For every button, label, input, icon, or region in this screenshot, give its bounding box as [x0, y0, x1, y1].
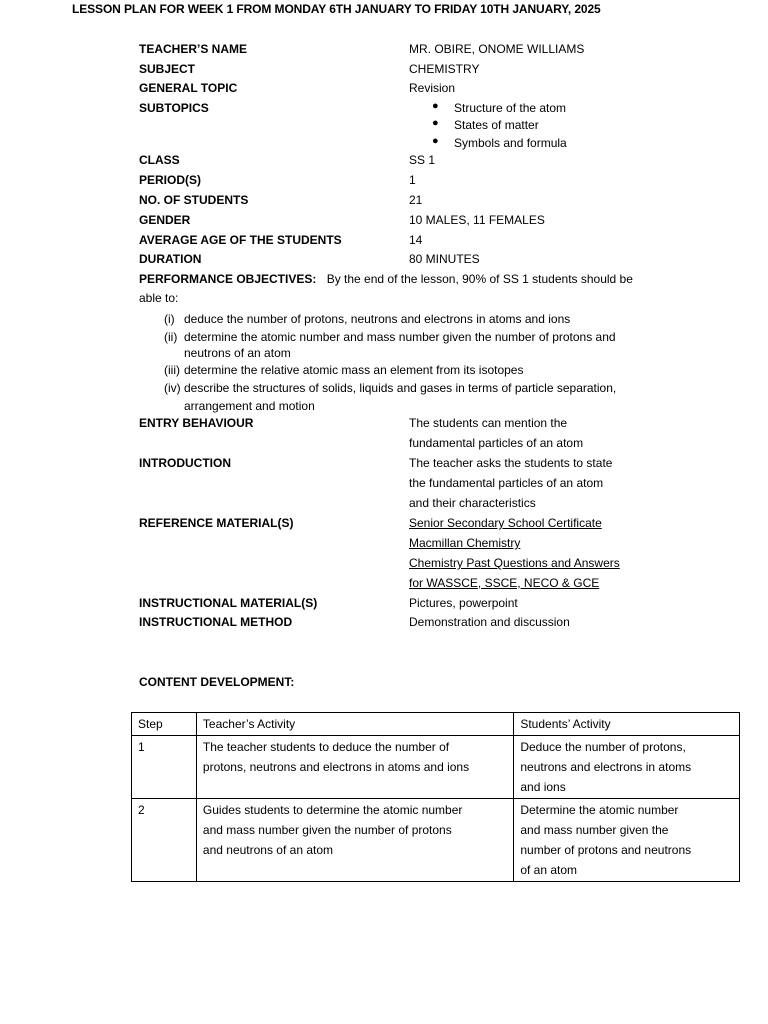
objective-number: (i) — [164, 312, 175, 326]
average-age-label: AVERAGE AGE OF THE STUDENTS — [139, 233, 342, 247]
average-age-value: 14 — [409, 233, 423, 247]
objectives-intro-continued: able to: — [139, 291, 179, 305]
duration-label: DURATION — [139, 252, 202, 266]
table-header-cell: Teacher’s Activity — [196, 713, 513, 736]
objectives-intro-text: By the end of the lesson, 90% of SS 1 students should be — [326, 272, 633, 286]
objective-text: deduce the number of protons, neutrons and electrons in atoms and ions — [184, 312, 571, 326]
introduction-value: The teacher asks the students to state — [409, 456, 613, 470]
objective-number: (iii) — [164, 363, 180, 377]
students-activity-cell: Determine the atomic number and mass number given the number of protons and neutrons of an atom — [514, 799, 740, 882]
general-topic-value: Revision — [409, 81, 456, 95]
class-label: CLASS — [139, 153, 180, 167]
objective-text: determine the relative atomic mass an element from its isotopes — [184, 363, 524, 377]
reference-material-label: REFERENCE MATERIAL(S) — [139, 516, 294, 530]
document-page: LESSON PLAN FOR WEEK 1 FROM MONDAY 6TH JANUARY TO FRIDAY 10TH JANUARY, 2025 TEACHER’S NAME MR. OBIRE, ONOME WILLIAMS SUBJECT CHEMISTRY GENERAL TOPIC Revision SUBTOPICS ● Structure of the atom ● States of matter ● Symbols and formula CLASS SS 1 PERIOD(S) 1 NO. OF STUDENTS 21 GENDER 10 MALES, 11 FEMALES AVERAGE AGE OF THE STUDENTS 14 DURATION 80 MINUTES PERFORMANCE OBJECTIVES: By the end of the lesson, 90% of SS 1 students should be able to: (i) deduce the number of protons, neutrons and electrons in atoms and ions (ii) determine the atomic number and mass number given the number of protons and neutrons of an atom (iii) determine the relative atomic mass an element from its isotopes (iv) describe the structures of solids, liquids and gases in terms of particle separation, arrangement and motion ENTRY BEHAVIOUR The students can mention the fundamental particles of an atom INTRODUCTION The teacher asks the students to state the fundamental particles of an atom and their characteristics REFERENCE MATERIAL(S) Senior Secondary School Certificate Macmillan Chemistry Chemistry Past Questions and Answers for WASSCE, SSCE, NECO & GCE INSTRUCTIONAL MATERIAL(S) Pictures, powerpoint INSTRUCTIONAL METHOD Demonstration and discussion CONTENT DEVELOPMENT: Step Teacher’s Activity Students’ Activity 1 The teacher students to deduce the number of protons, neutrons and electrons in atoms and ions Deduce the number of protons, neutrons and electrons in atoms and ions 2 Guides students to determine the atomic number and mass number given the number of protons and neutrons of an atom Determine the atomic number and mass number given the number of protons and neutrons of an atom — [0, 0, 768, 1024]
class-value: SS 1 — [409, 153, 436, 167]
bullet-icon: ● — [432, 135, 439, 147]
entry-behaviour-label: ENTRY BEHAVIOUR — [139, 416, 254, 430]
content-development-table — [131, 712, 740, 882]
reference-link[interactable]: Macmillan Chemistry — [409, 536, 521, 550]
duration-value: 80 MINUTES — [409, 252, 480, 266]
instructional-material-label: INSTRUCTIONAL MATERIAL(S) — [139, 596, 318, 610]
objective-number: (iv) — [164, 381, 181, 395]
bullet-icon: ● — [432, 100, 439, 112]
objective-text: determine the atomic number and mass number given the number of protons and — [184, 330, 616, 344]
teacher-name-value: MR. OBIRE, ONOME WILLIAMS — [409, 42, 585, 56]
objective-text: describe the structures of solids, liquids and gases in terms of particle separation, — [184, 381, 617, 395]
objectives-intro — [139, 272, 633, 286]
objectives-label: PERFORMANCE OBJECTIVES: — [139, 272, 317, 286]
objective-text-continued: arrangement and motion — [184, 399, 315, 413]
introduction-value: and their characteristics — [409, 496, 536, 510]
general-topic-label: GENERAL TOPIC — [139, 81, 238, 95]
step-cell: 2 — [132, 799, 197, 882]
subject-value: CHEMISTRY — [409, 62, 480, 76]
table-header-row — [132, 713, 740, 736]
table-row — [132, 799, 740, 882]
periods-value: 1 — [409, 173, 416, 187]
bullet-icon: ● — [432, 117, 439, 129]
table-header-cell: Step — [132, 713, 197, 736]
students-activity-cell: Deduce the number of protons, neutrons and electrons in atoms and ions — [514, 736, 740, 799]
subtopics-label: SUBTOPICS — [139, 101, 209, 115]
gender-label: GENDER — [139, 213, 191, 227]
table-row — [132, 736, 740, 799]
subject-label: SUBJECT — [139, 62, 196, 76]
students-count-value: 21 — [409, 193, 423, 207]
content-development-heading: CONTENT DEVELOPMENT: — [139, 675, 295, 689]
document-title: LESSON PLAN FOR WEEK 1 FROM MONDAY 6TH JANUARY TO FRIDAY 10TH JANUARY, 2025 — [72, 2, 601, 16]
teacher-name-label: TEACHER’S NAME — [139, 42, 248, 56]
teacher-activity-cell: The teacher students to deduce the number of protons, neutrons and electrons in atoms and ions — [196, 736, 513, 799]
instructional-method-label: INSTRUCTIONAL METHOD — [139, 615, 293, 629]
instructional-method-value: Demonstration and discussion — [409, 615, 570, 629]
students-count-label: NO. OF STUDENTS — [139, 193, 249, 207]
objective-text-continued: neutrons of an atom — [184, 346, 291, 360]
entry-behaviour-value: fundamental particles of an atom — [409, 436, 584, 450]
gender-value: 10 MALES, 11 FEMALES — [409, 213, 545, 227]
instructional-material-value: Pictures, powerpoint — [409, 596, 518, 610]
teacher-activity-cell: Guides students to determine the atomic number and mass number given the number of protons and neutrons of an atom — [196, 799, 513, 882]
periods-label: PERIOD(S) — [139, 173, 202, 187]
step-cell: 1 — [132, 736, 197, 799]
table-header-cell: Students’ Activity — [514, 713, 740, 736]
entry-behaviour-value: The students can mention the — [409, 416, 568, 430]
objective-number: (ii) — [164, 330, 178, 344]
introduction-value: the fundamental particles of an atom — [409, 476, 604, 490]
introduction-label: INTRODUCTION — [139, 456, 231, 470]
reference-link[interactable]: Chemistry Past Questions and Answers — [409, 556, 620, 570]
reference-link[interactable]: for WASSCE, SSCE, NECO & GCE — [409, 576, 600, 590]
reference-link[interactable]: Senior Secondary School Certificate — [409, 516, 602, 530]
